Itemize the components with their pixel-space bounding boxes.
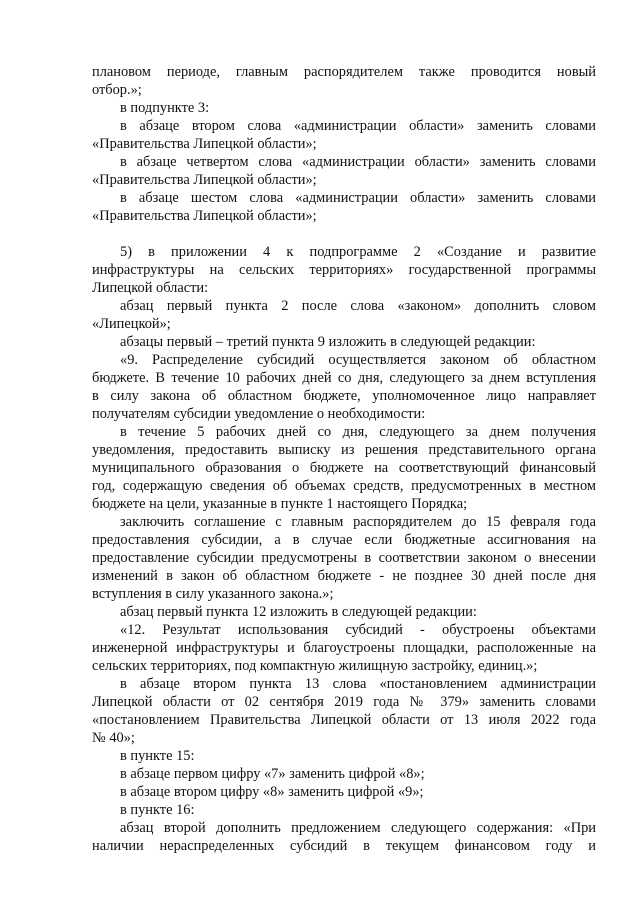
text-line: 5) в приложении 4 к подпрограмме 2 «Создание и развитие [120,244,596,260]
text-line: «Правительства Липецкой области»; [92,136,317,152]
text-line: инженерной инфраструктуры и благоустроены площадки, расположенные на [92,640,596,656]
text-line: в абзаце втором слова «администрации области» заменить словами [120,118,596,134]
text-line: получателям субсидии уведомление о необходимости: [92,406,426,422]
text-line: бюджете на цели, указанные в пункте 1 настоящего Порядка; [92,496,468,512]
text-line: предоставление субсидии предусмотрены в соответствии законом о внесении [92,550,596,566]
text-line: абзац первый пункта 12 изложить в следующей редакции: [120,604,477,620]
text-line: № 40»; [92,730,135,746]
text-line: бюджете. В течение 10 рабочих дней со дня, следующего за днем вступления [92,370,596,386]
text-line: «постановлением Правительства Липецкой области от 13 июля 2022 года [92,712,596,728]
text-line: в абзаце втором цифру «8» заменить цифрой «9»; [120,784,424,800]
text-line: сельских территориях, под компактную жилищную застройку, единиц.»; [92,658,538,674]
text-line: в силу закона об областном бюджете, уполномоченное лицо направляет [92,388,596,404]
text-line: предоставления субсидии, а в случае если бюджетные ассигнования на [92,532,596,548]
text-line: абзац первый пункта 2 после слова «законом» дополнить словом [120,298,596,314]
text-line: «12. Результат использования субсидий - обустроены объектами [120,622,596,638]
text-line: «Правительства Липецкой области»; [92,172,317,188]
text-line: в пункте 16: [120,802,195,818]
text-line: в течение 5 рабочих дней со дня, следующего за днем получения [120,424,596,440]
text-line: абзацы первый – третий пункта 9 изложить в следующей редакции: [120,334,536,350]
text-line: в абзаце первом цифру «7» заменить цифрой «8»; [120,766,425,782]
text-line: «9. Распределение субсидий осуществляется законом об областном [120,352,596,368]
text-line: год, содержащую сведения об объемах средств, предусмотренных в местном [92,478,596,494]
text-line: в абзаце втором пункта 13 слова «постановлением администрации [120,676,596,692]
text-line: абзац второй дополнить предложением следующего содержания: «При [120,820,596,836]
text-line: наличии нераспределенных субсидий в текущем финансовом году и [92,838,596,854]
text-line: изменений в закон об областном бюджете - не позднее 30 дней после дня [92,568,596,584]
text-line: инфраструктуры на сельских территориях» государственной программы [92,262,596,278]
text-line: заключить соглашение с главным распорядителем до 15 февраля года [120,514,596,530]
text-line: уведомления, предоставить выписку из решения представительного органа [92,442,596,458]
text-line: в абзаце четвертом слова «администрации области» заменить словами [120,154,596,170]
text-line: в подпункте 3: [120,100,210,116]
text-line: плановом периоде, главным распорядителем также проводится новый [92,64,596,80]
text-line: «Правительства Липецкой области»; [92,208,317,224]
text-line: Липецкой области: [92,280,209,296]
text-line: «Липецкой»; [92,316,171,332]
text-line: в пункте 15: [120,748,195,764]
text-line: в абзаце шестом слова «администрации области» заменить словами [120,190,596,206]
text-line: вступления в силу указанного закона.»; [92,586,334,602]
text-line: отбор.»; [92,82,142,98]
text-line: Липецкой области от 02 сентября 2019 года № 379» заменить словами [92,694,596,710]
text-line: муниципального образования о бюджете на соответствующий финансовый [92,460,596,476]
